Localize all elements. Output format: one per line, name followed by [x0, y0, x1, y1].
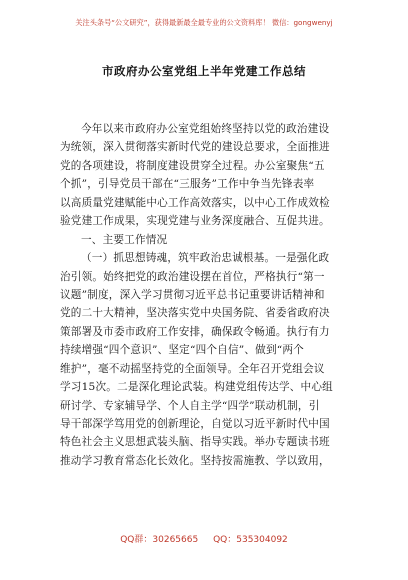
body-line: 议题”制度，深入学习贯彻习近平总书记重要讲话精神和 [60, 288, 325, 301]
footer-qq-group: QQ群：30265665 [120, 535, 199, 545]
section-heading: 一、主要工作情况 [81, 233, 168, 246]
body-line: 维护”，毫不动摇坚持党的全面领导。全年召开党组会议 [60, 362, 325, 375]
body-line: 学习15次。二是深化理论武装。构建党组传达学、中心组 [60, 381, 333, 394]
body-line: 个抓”，引导党员干部在“三服务”工作中争当先锋表率 [60, 178, 315, 191]
body-line: 为统领，深入贯彻落实新时代党的建设总要求，全面推进 [60, 141, 330, 154]
body-line: 导干部深学笃用党的创新理论，自觉以习近平新时代中国 [60, 418, 330, 430]
body-line: 策部署及市委市政府工作安排，确保政令畅通。执行有力 [60, 325, 330, 338]
body-line: 研讨学、专家辅导学、个人自主学“四学”联动机制，引 [60, 399, 320, 412]
document-title: 市政府办公室党组上半年党建工作总结 [102, 64, 306, 78]
header-banner: 关注头条号“公文研究”，获得最新最全最专业的公文资料库！ 微信：gongwenyj [75, 18, 333, 27]
body-line: 党的二十大精神，坚决落实党中央国务院、省委省政府决 [60, 307, 330, 320]
body-line: 以高质量党建赋能中心工作高效落实，以中心工作成效检 [60, 196, 330, 209]
body-line: 推动学习教育常态化长效化。坚持按需施教、学以致用， [60, 454, 330, 467]
footer-contact [0, 532, 408, 545]
body-line: 党的各项建设，将制度建设贯穿全过程。办公室聚焦“五 [60, 159, 325, 172]
footer-qq: QQ：535304092 [213, 535, 288, 545]
body-line: 持续增强“四个意识”、坚定“四个自信”、做到“两个 [60, 344, 304, 357]
body-line: 验党建工作成果，实现党建与业务深度融合、互促共进。 [60, 215, 330, 228]
document-body [60, 120, 360, 470]
body-line: 特色社会主义思想武装头脑、指导实践。举办专题读书班 [60, 436, 330, 449]
body-line: 今年以来市政府办公室党组始终坚持以党的政治建设 [81, 123, 330, 135]
body-line: （一）抓思想铸魂，筑牢政治忠诚根基。一是强化政 [81, 252, 330, 265]
body-line: 治引领。始终把党的政治建设摆在首位，严格执行“第一 [60, 270, 325, 283]
